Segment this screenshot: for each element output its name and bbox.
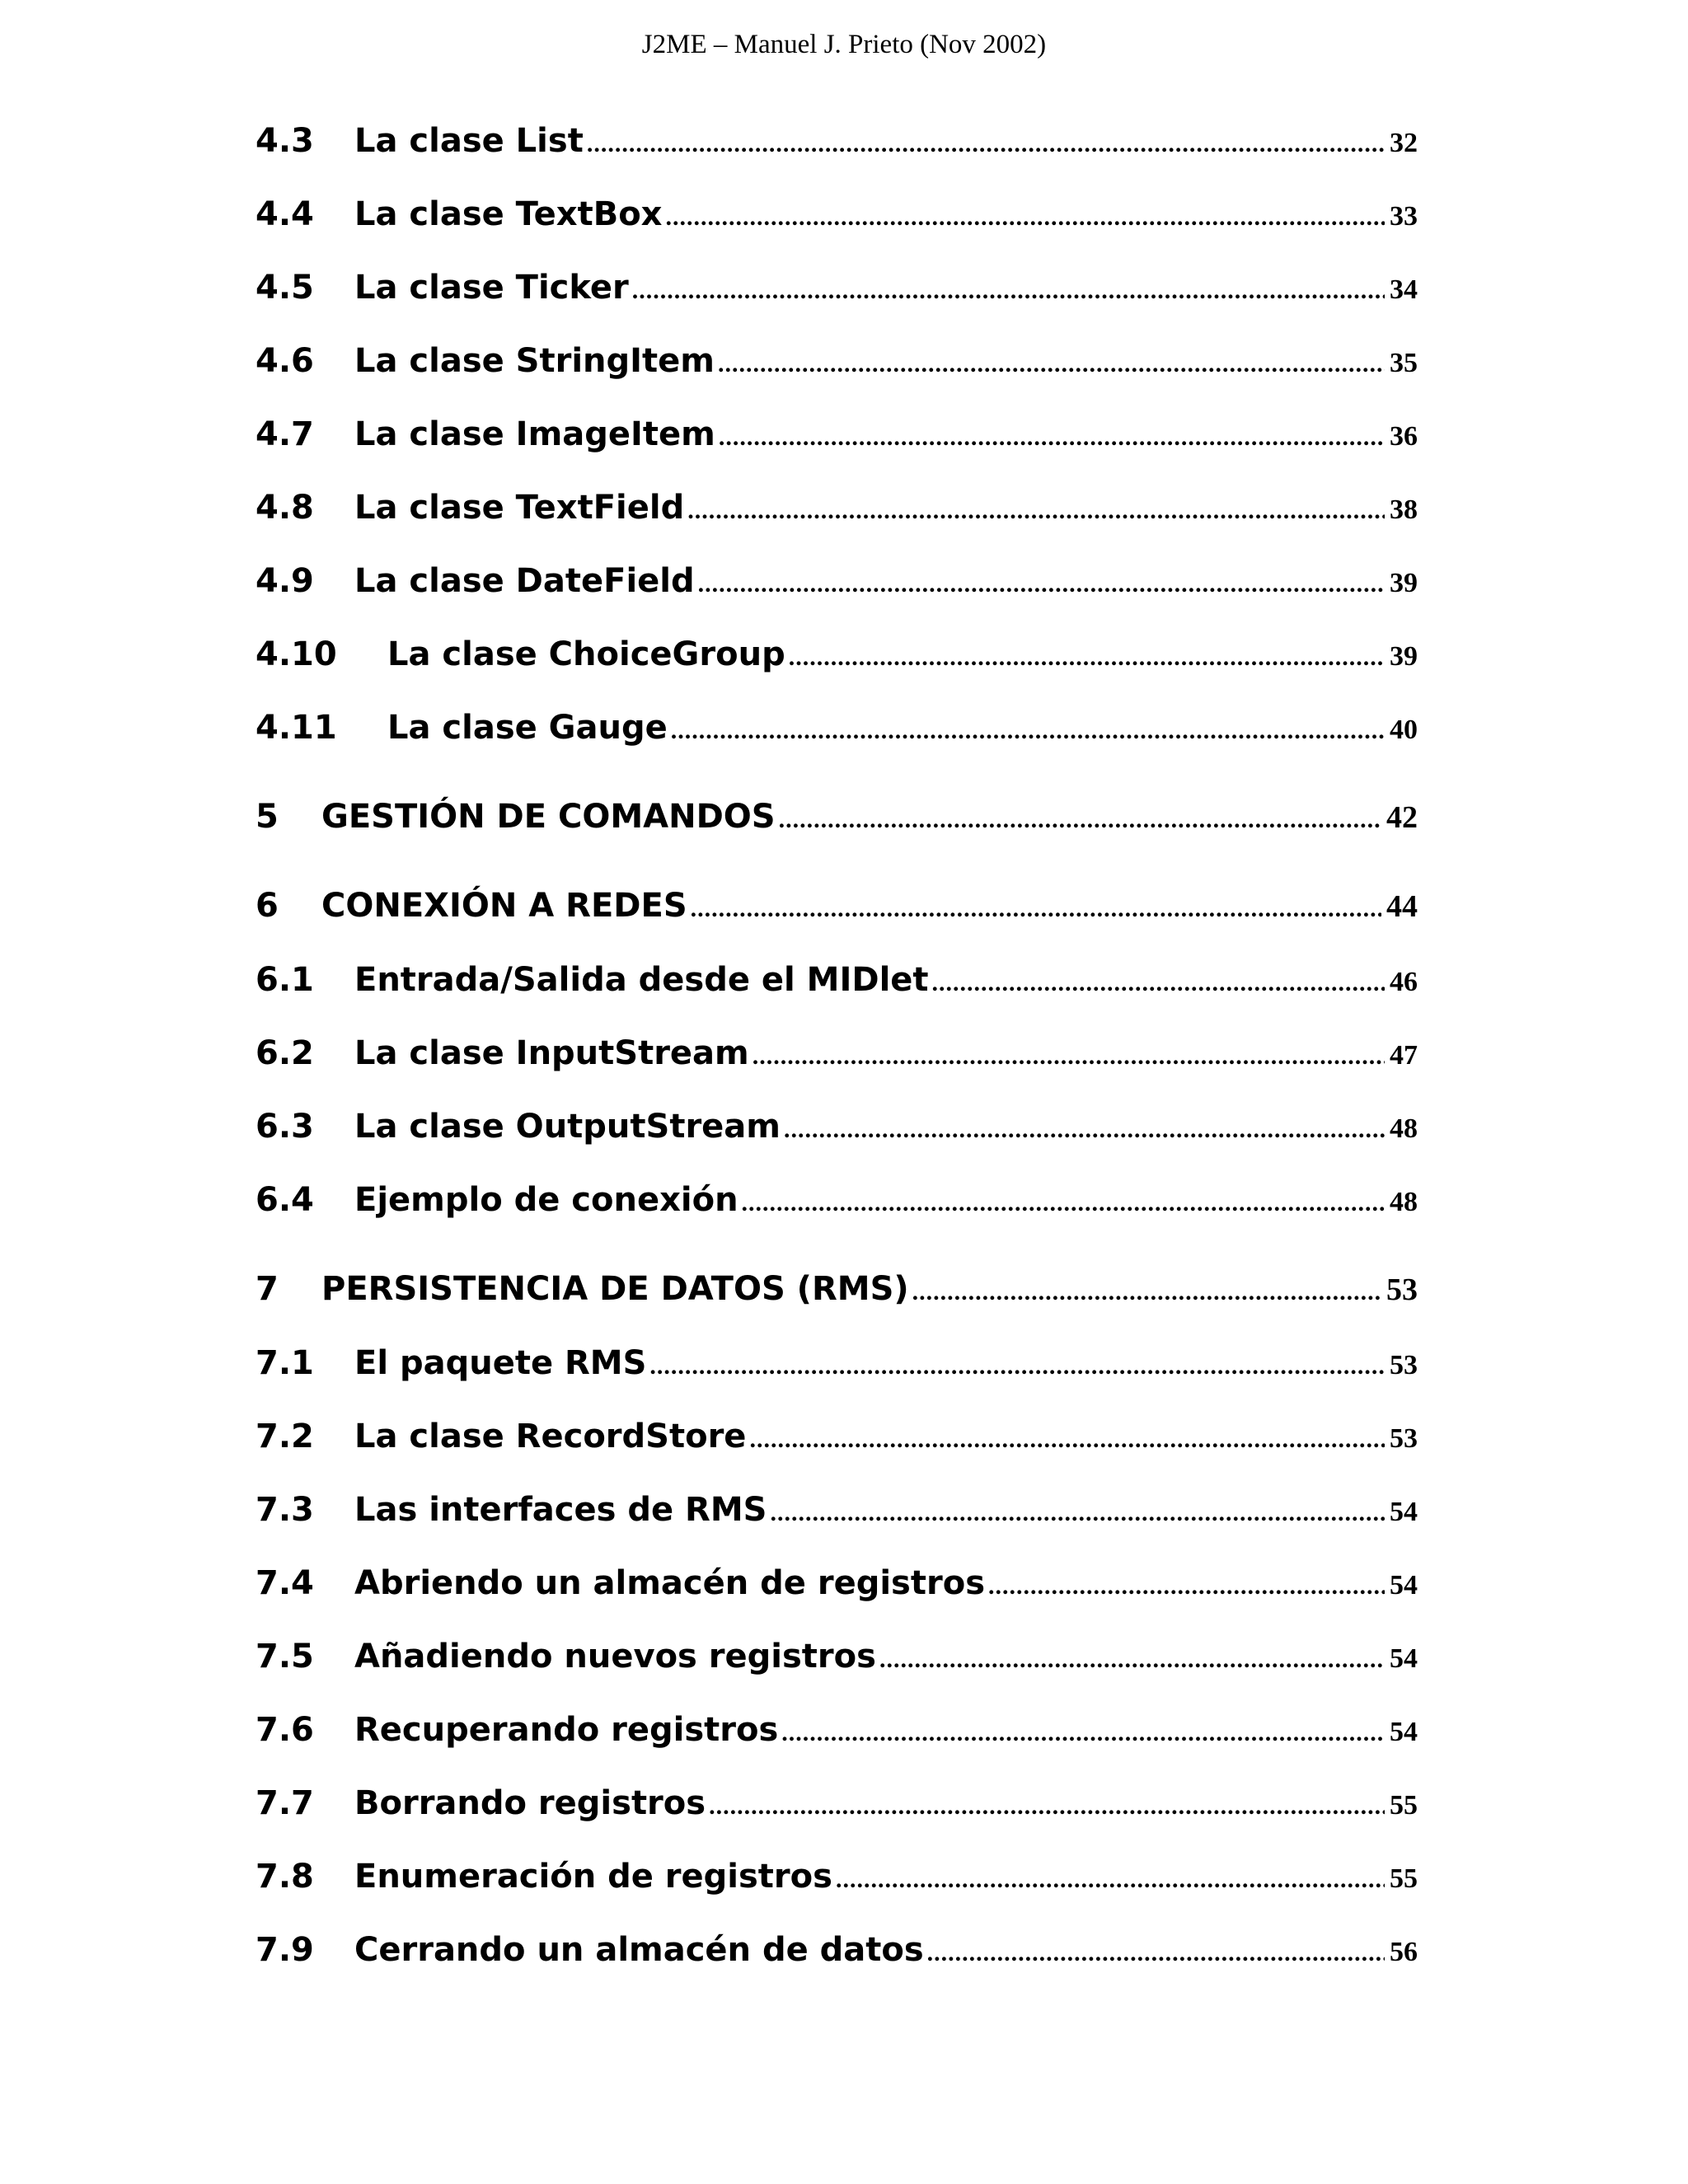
toc-title: Borrando registros	[354, 1784, 706, 1822]
toc-entry-7-7[interactable]	[256, 1784, 1418, 1834]
toc-dot-leader	[779, 806, 1381, 834]
toc-entry-7-1[interactable]	[256, 1344, 1418, 1394]
toc-dot-leader	[932, 969, 1385, 997]
toc-number: 7.5	[256, 1638, 314, 1675]
toc-entry-4-3[interactable]	[256, 122, 1418, 171]
toc-page-number: 39	[1390, 641, 1418, 672]
toc-entry-6-1[interactable]	[256, 961, 1418, 1010]
toc-entry-7-4[interactable]	[256, 1564, 1418, 1614]
toc-dot-leader	[927, 1939, 1385, 1967]
toc-dot-leader	[671, 717, 1385, 745]
toc-entry-7-2[interactable]	[256, 1418, 1418, 1467]
toc-dot-leader	[587, 130, 1385, 158]
toc-dot-leader	[632, 277, 1385, 305]
toc-page-number: 53	[1390, 1423, 1418, 1454]
toc-title: Cerrando un almacén de datos	[354, 1931, 924, 1969]
toc-number: 6.3	[256, 1108, 314, 1146]
toc-title: Las interfaces de RMS	[354, 1491, 767, 1529]
toc-page-number: 54	[1390, 1497, 1418, 1527]
toc-dot-leader	[836, 1866, 1385, 1894]
toc-page-number: 47	[1390, 1040, 1418, 1071]
toc-dot-leader	[719, 424, 1385, 452]
toc-entry-4-9[interactable]	[256, 562, 1418, 612]
toc-entry-7-9[interactable]	[256, 1931, 1418, 1980]
toc-dot-leader	[753, 1043, 1385, 1071]
toc-number: 4.4	[256, 195, 314, 233]
toc-entry-7-6[interactable]	[256, 1711, 1418, 1760]
toc-title: La clase ChoiceGroup	[387, 635, 785, 673]
toc-page-number: 53	[1390, 1350, 1418, 1380]
toc-number: 6.4	[256, 1181, 314, 1219]
toc-title: PERSISTENCIA DE DATOS (RMS)	[321, 1270, 909, 1308]
toc-dot-leader	[665, 204, 1385, 232]
toc-dot-leader	[687, 497, 1385, 525]
toc-page-number: 38	[1390, 494, 1418, 525]
toc-entry-6-3[interactable]	[256, 1108, 1418, 1157]
toc-number: 4.9	[256, 562, 314, 600]
toc-number: 4.11	[256, 709, 337, 747]
toc-page-number: 55	[1390, 1863, 1418, 1894]
toc-entry-4-7[interactable]	[256, 415, 1418, 465]
toc-page-number: 42	[1386, 800, 1418, 835]
toc-entry-7-8[interactable]	[256, 1858, 1418, 1907]
toc-title: La clase TextBox	[354, 195, 663, 233]
toc-title: La clase Gauge	[387, 709, 668, 747]
toc-entry-6-2[interactable]	[256, 1034, 1418, 1084]
toc-number: 4.6	[256, 342, 314, 380]
toc-page-number: 35	[1390, 348, 1418, 378]
toc-number: 4.7	[256, 415, 314, 453]
toc-dot-leader	[770, 1499, 1385, 1527]
toc-number: 7.1	[256, 1344, 314, 1382]
toc-page-number: 33	[1390, 201, 1418, 232]
page-header: J2ME – Manuel J. Prieto (Nov 2002)	[641, 30, 1047, 59]
toc-dot-leader	[784, 1116, 1385, 1144]
toc-number: 7	[256, 1270, 279, 1308]
toc-title: Enumeración de registros	[354, 1858, 832, 1896]
toc-number: 7.2	[256, 1418, 314, 1455]
toc-page-number: 54	[1390, 1570, 1418, 1601]
toc-entry-4-10[interactable]	[256, 635, 1418, 685]
toc-dot-leader	[912, 1278, 1381, 1306]
toc-dot-leader	[742, 1189, 1385, 1217]
toc-page-number: 40	[1390, 715, 1418, 745]
toc-title: Abriendo un almacén de registros	[354, 1564, 985, 1602]
toc-number: 7.9	[256, 1931, 314, 1969]
toc-page-number: 44	[1386, 889, 1418, 924]
toc-entry-6-4[interactable]	[256, 1181, 1418, 1230]
toc-page-number: 34	[1390, 274, 1418, 305]
toc-page-number: 54	[1390, 1717, 1418, 1747]
toc-dot-leader	[649, 1352, 1385, 1380]
toc-title: La clase TextField	[354, 489, 685, 527]
toc-entry-4-8[interactable]	[256, 489, 1418, 538]
toc-number: 7.8	[256, 1858, 314, 1896]
toc-entry-4-11[interactable]	[256, 709, 1418, 758]
toc-entry-7[interactable]	[256, 1270, 1418, 1319]
toc-number: 7.4	[256, 1564, 314, 1602]
toc-dot-leader	[709, 1793, 1385, 1821]
toc-dot-leader	[698, 570, 1385, 598]
toc-title: La clase InputStream	[354, 1034, 749, 1072]
toc-number: 4.8	[256, 489, 314, 527]
toc-title: GESTIÓN DE COMANDOS	[321, 798, 776, 836]
toc-title: La clase StringItem	[354, 342, 715, 380]
toc-number: 7.7	[256, 1784, 314, 1822]
toc-number: 6	[256, 887, 279, 925]
toc-dot-leader	[988, 1572, 1385, 1601]
toc-page-number: 48	[1390, 1187, 1418, 1217]
toc-entry-4-5[interactable]	[256, 269, 1418, 318]
toc-title: Ejemplo de conexión	[354, 1181, 738, 1219]
toc-page-number: 48	[1390, 1113, 1418, 1144]
toc-title: La clase OutputStream	[354, 1108, 781, 1146]
toc-entry-4-4[interactable]	[256, 195, 1418, 245]
toc-page-number: 36	[1390, 421, 1418, 452]
toc-page-number: 55	[1390, 1790, 1418, 1821]
toc-number: 7.6	[256, 1711, 314, 1749]
toc-page-number: 56	[1390, 1937, 1418, 1967]
toc-dot-leader	[781, 1719, 1385, 1747]
toc-page-number: 32	[1390, 128, 1418, 158]
toc-dot-leader	[749, 1426, 1385, 1454]
toc-title: CONEXIÓN A REDES	[321, 887, 687, 925]
toc-title: El paquete RMS	[354, 1344, 647, 1382]
toc-title: La clase ImageItem	[354, 415, 715, 453]
toc-dot-leader	[691, 895, 1381, 923]
toc-dot-leader	[718, 350, 1385, 378]
toc-number: 6.2	[256, 1034, 314, 1072]
toc-page-number: 54	[1390, 1643, 1418, 1674]
toc-page-number: 39	[1390, 568, 1418, 598]
toc-number: 7.3	[256, 1491, 314, 1529]
toc-dot-leader	[789, 644, 1385, 672]
toc-entry-5[interactable]	[256, 798, 1418, 847]
toc-title: La clase List	[354, 122, 584, 160]
toc-title: Entrada/Salida desde el MIDlet	[354, 961, 929, 999]
toc-number: 4.10	[256, 635, 337, 673]
toc-number: 4.5	[256, 269, 314, 307]
toc-title: La clase RecordStore	[354, 1418, 747, 1455]
toc-title: Recuperando registros	[354, 1711, 779, 1749]
toc-entry-7-3[interactable]	[256, 1491, 1418, 1540]
toc-dot-leader	[879, 1646, 1385, 1674]
toc-number: 5	[256, 798, 279, 836]
toc-title: Añadiendo nuevos registros	[354, 1638, 876, 1675]
toc-page-number: 53	[1386, 1272, 1418, 1307]
toc-number: 6.1	[256, 961, 314, 999]
toc-entry-7-5[interactable]	[256, 1638, 1418, 1687]
toc-title: La clase DateField	[354, 562, 695, 600]
toc-entry-6[interactable]	[256, 887, 1418, 936]
toc-page-number: 46	[1390, 967, 1418, 997]
toc-title: La clase Ticker	[354, 269, 629, 307]
toc-entry-4-6[interactable]	[256, 342, 1418, 391]
toc-number: 4.3	[256, 122, 314, 160]
